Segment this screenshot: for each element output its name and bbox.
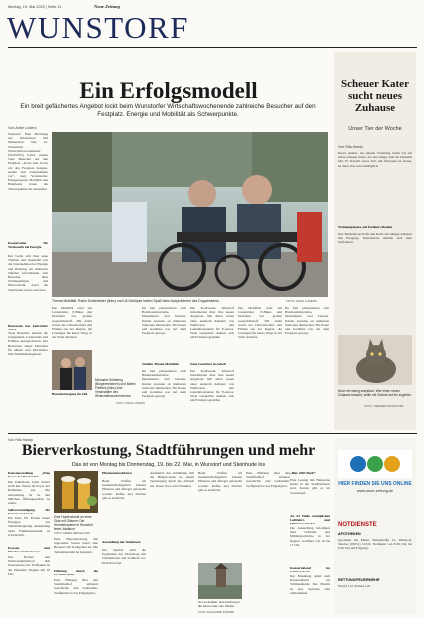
sidebar-byline: Von Rita Handy	[338, 145, 363, 149]
cat-photo	[338, 335, 412, 385]
lead-photo	[52, 132, 328, 297]
lead-col1-intro: Wunstorf. Eine Mischung aus Information und Mitmachen: Das 21. Wunstorfer Wirtschaftswochenende (WuWiWo) lockte wieder viele Besucher auf den Festplatz. „In der Zeit, in der wir den Festplatz belegen, stellen sich Unternehmen vor“, sagt Veranstalter. Energiesparen, Mobilität und Handwerk waren die Schwerpunkte der Aussteller.	[8, 132, 48, 191]
lead-col6-body: Im Zelt präsentierten sich Handwerksbetriebe, Dienstleister und Vereine. Kinder konnten an mehreren Stationen mitmachen. Für Essen und Getränke war auf dem Festplatz gesorgt.	[285, 306, 329, 336]
lead-col2-subhead: Besuchermagnet im Zelt	[52, 392, 88, 396]
help-title: HIER FINDEN SIE UNS ONLINE	[338, 481, 412, 487]
beer-credit: FOTO: ARMIN WEIGEL/DPA	[54, 531, 91, 535]
bottom-col2-body: Eine Bierverkostung mit regionalen Sorten bietet eine Brauerei im Stadtgebiet an. Die Teilnehmerzahl ist begrenzt.	[54, 537, 98, 554]
lead-byline: Von Anke Lüders	[8, 126, 37, 130]
lead-col4-subhead: Neue Gesichter in Arbeit	[190, 362, 226, 366]
sidebar-title: Scheuer Kater sucht neues Zuhause	[341, 78, 409, 114]
bottom-photo2-credit: FOTO: ALEXANDER KÖRNER	[198, 611, 234, 614]
small-photo	[52, 350, 92, 390]
small-photo-caption: Michaela Grüttering (Bürgermeisterin) und Martin Pietteck (links) sind Veranstalter des Wirtschaftswochenendes.	[95, 378, 136, 398]
bottom-byline: Von Rita Handy	[8, 438, 33, 442]
beer-photo	[54, 471, 98, 513]
lead-col3-body: Im Zelt präsentierten sich Handwerksbetriebe, Dienstleister und Vereine. Kinder konnten an mehreren Stationen mitmachen. Für Essen und Getränke war auf dem Festplatz gesorgt.	[142, 306, 186, 336]
bottom-col3-body: Beim Treffen im Gemeinschaftsgarten können Pflanzen und Ableger getauscht werden. Kaffee und Kuchen gibt es ebenfalls.	[102, 479, 146, 500]
bottom-col5-head: „Bier trifft Buch“	[290, 471, 316, 475]
sidebar-subhead: Wohnungskatze soll Freilauf erhalten	[338, 225, 393, 229]
bottom-headline: Bierverkostung, Stadtführungen und mehr	[21, 442, 316, 459]
lead-headline: Ein Erfolgsmodell	[79, 78, 258, 103]
bottom-col5-head3: Konzertabend im	[290, 566, 330, 570]
bottom-col5-body: Eine Lesung mit Bierprobe findet in der Stadtbücherei statt. Karten gibt es im Vorverkauf.	[290, 478, 330, 495]
bottom-col5-body3: Der Musikzug spielt zum Konzertabend im Schützenheim. Der Eintritt ist frei, Spenden sind willkommen.	[290, 574, 330, 595]
bottom-item1-body: Die Künstlerin Leila Sulzer stellt ihre Werke im Foyer des Rathauses aus. Die Ausstellung ist zu den üblichen Öffnungszeiten zu sehen.	[8, 480, 50, 506]
dateline: Montag, 19. Mai 2025 | Seite 11	[8, 5, 62, 9]
bottom-photo2	[198, 563, 242, 599]
section-title: WUNSTORF	[7, 10, 189, 45]
small-photo-credit: FOTO: ANKE LÜDERS	[116, 401, 145, 405]
help-graphic	[338, 450, 412, 478]
notdienste-title: NOTDIENSTE	[338, 522, 377, 528]
feuerwehr-body: Notruf 112, Polizei 110.	[338, 584, 371, 588]
bottom-col3-head2: Ausstellung der Initiativen	[102, 540, 141, 544]
bottom-item2-head: Selbstverteidigung für	[8, 508, 50, 512]
lead-col4-body2: Die Stadtwerke Wunstorf informierten über ihre neuen Angebote. Mit dabei waren unter anderem Anbieter von Wallboxen und Ladeinfrastruktur für E-Autos. Viele Gespräche drehten sich um Förderprogramme.	[190, 369, 234, 403]
sidebar-body: Kleve Anders. An seinem Vormittag trafen wir auf einen scheuen Kater, der seit einiger Zeit im Tierheim lebt. Er braucht etwas Zeit, um Vertrauen zu fassen, ist dann aber sehr anhänglich.	[338, 151, 412, 168]
bottom-col5-body2: Die Ausstellung informiert über Luftfahrt und Militärgeschichte in der Region. Geöffnet von 10 bis 17 Uhr.	[290, 526, 330, 547]
lead-col3-body2: Im Zelt präsentierten sich Handwerksbetriebe, Dienstleister und Vereine. Kinder konnten an mehreren Stationen mitmachen. Für Essen und Getränke war auf dem Festplatz gesorgt.	[142, 369, 186, 399]
bottom-col4-body: Anlässlich des Jubiläums lädt der Bürgerverein zu einem Spaziergang durch die Altstadt ein. Dauer etwa zwei Stunden.	[150, 471, 194, 488]
lead-col2-body: Die Mobilität rund um Lastenräder, E-Bikes und Dreiräder bot großen Gesprächsstoff. Mit dabei waren der Umweltschutz und Firmen aus der Region, die Lösungen für kurze Wege in der Stadt anbieten.	[52, 306, 92, 340]
apotheken-label: APOTHEKEN	[338, 532, 361, 536]
bottom-col3-body2: Der Stadtrat stellt die Ergebnisse des Workshops mit Schülerinnen und Schülern vor. Eintritt ist frei.	[102, 548, 146, 565]
bottom-item2-body: Ein Kurs für Frauen bietet Übungen zur Selbstbehauptung. Anmeldung beim Familienzentrum ist erforderlich.	[8, 516, 50, 537]
bottom-col3-head: Pflanzentauschbörse	[102, 471, 132, 475]
bottom-item3-body: Das Fischer- und Wiedersammlerbad lädt Interessierte ein. Treffpunkt ist am Parkplatz, Beginn um 10 Uhr.	[8, 555, 50, 576]
bottom-photo2-caption: Um so dunkler: eine Führung in die Ferne oder zum Kloster.	[198, 600, 240, 608]
bottom-rule	[8, 433, 417, 434]
bottom-col2-subhead: Führung durch die	[54, 569, 98, 573]
lead-col1-subhead2: Bauverein hat Fahrräder	[8, 324, 48, 328]
bottom-subtitle: Das ist von Montag bis Donnerstag, 19. bis 22. Mai, in Wunstorf und Steinhude los	[71, 462, 266, 468]
bottom-item1-head: Kunstausstellung „Eine	[8, 471, 50, 475]
sidebar-body2: Das Tierheim sucht für den Kater ein ruhiges Zuhause mit Freigang. Interessierte melden sich bitte telefonisch.	[338, 232, 412, 245]
lead-col1-text	[8, 132, 48, 236]
lead-col5-body: Die Mobilität rund um Lastenräder, E-Bikes und Dreiräder bot großen Gesprächsstoff. Mit dabei waren der Umweltschutz und Firmen aus der Region, die Lösungen für kurze Wege in der Stadt anbieten.	[238, 306, 282, 340]
sidebar-subtitle: Unser Tier der Woche	[348, 126, 402, 132]
bottom-col5a-body: Eine Führung über den Stadtfriedhof erläutert Geschichte und Grabkultur. Treffpunkt ist das Eingangstor.	[246, 471, 290, 488]
lead-col1-subhead: Kooperation für Werkstoffe bei Energie	[8, 241, 48, 250]
help-url[interactable]: www.neue-zeitung.de	[356, 489, 394, 493]
bottom-col2-body2: Eine Führung über den Stadtfriedhof erläutert Geschichte und Grabkultur. Treffpunkt ist das Eingangstor.	[54, 578, 98, 595]
header-rule	[8, 47, 417, 48]
cat-caption: Noch ein wenig skeptisch: Wer einen neuen Zuhause braucht, sollte mit Geduld auf ihn zugehen.	[338, 389, 412, 397]
lead-photo-credit: FOTO: ANKE LÜDERS	[286, 299, 317, 303]
feuerwehr-label: RETTUNG/FEUERWEHR	[338, 578, 380, 582]
cat-credit: FOTO: TIERHEIM WUNSTORF	[364, 404, 404, 408]
lead-col1-body: Der breite sich über neue Themen und Aussteller wie die Unternehmen bei Energie und Heizung. An mehreren Ständen informierten sich Besucher über Wärmepumpen und Photovoltaik. Auch die Stadtwerke waren vertreten.	[8, 254, 48, 292]
lead-col3-subhead: Stabiles Thema Mobilität	[142, 362, 179, 366]
bottom-col5-head2: An 63 Halle ermöglichen Luftfahrt- und	[290, 514, 330, 523]
beer-caption: Eine Hopfendolde an einer Glas mit Gläsern: Die Heimatbrauerei in Wunstorf feiert Jubiläum.	[54, 515, 93, 531]
lead-col4-body: Die Stadtwerke Wunstorf informierten über ihre neuen Angebote. Mit dabei waren unter anderem Anbieter von Wallboxen und Ladeinfrastruktur für E-Autos. Viele Gespräche drehten sich um Förderprogramme.	[190, 306, 234, 340]
bottom-col4b-body: Beim Treffen im Gemeinschaftsgarten können Pflanzen und Ableger getauscht werden. Kaffee und Kuchen gibt es ebenfalls.	[198, 471, 242, 492]
bottom-item3-head: Fressen- und	[8, 546, 50, 550]
lead-photo-caption: Thema Mobilität: Robin Schönfelder (links) und Uli Schlüpke haben Spaß beim Ausprobieren des Doppelsitzers.	[52, 299, 220, 303]
apotheken-body: Apotheke am Markt, Marktstraße 12, Wunstorf, Telefon (05031) 12345. Notdienst von 8.30 Uhr bis 8.30 Uhr am Folgetag.	[338, 538, 412, 551]
paper-name: Neue Zeitung	[94, 4, 120, 9]
lead-subtitle: Ein breit gefächertes Angebot lockt beim Wunstorfer Wirtschaftswochenende zahlreiche Besucher auf den Festplatz. Energie und Mobilität als Schwerpunkte.	[20, 103, 316, 118]
lead-col1-body2: Viele Besucher nutzten die Gelegenheit, Lastenräder und E-Bikes auszuprobieren. Der Bauverein zeigte Fahrräder für Mieter und informierte über Mobilitätsangebote.	[8, 331, 48, 357]
